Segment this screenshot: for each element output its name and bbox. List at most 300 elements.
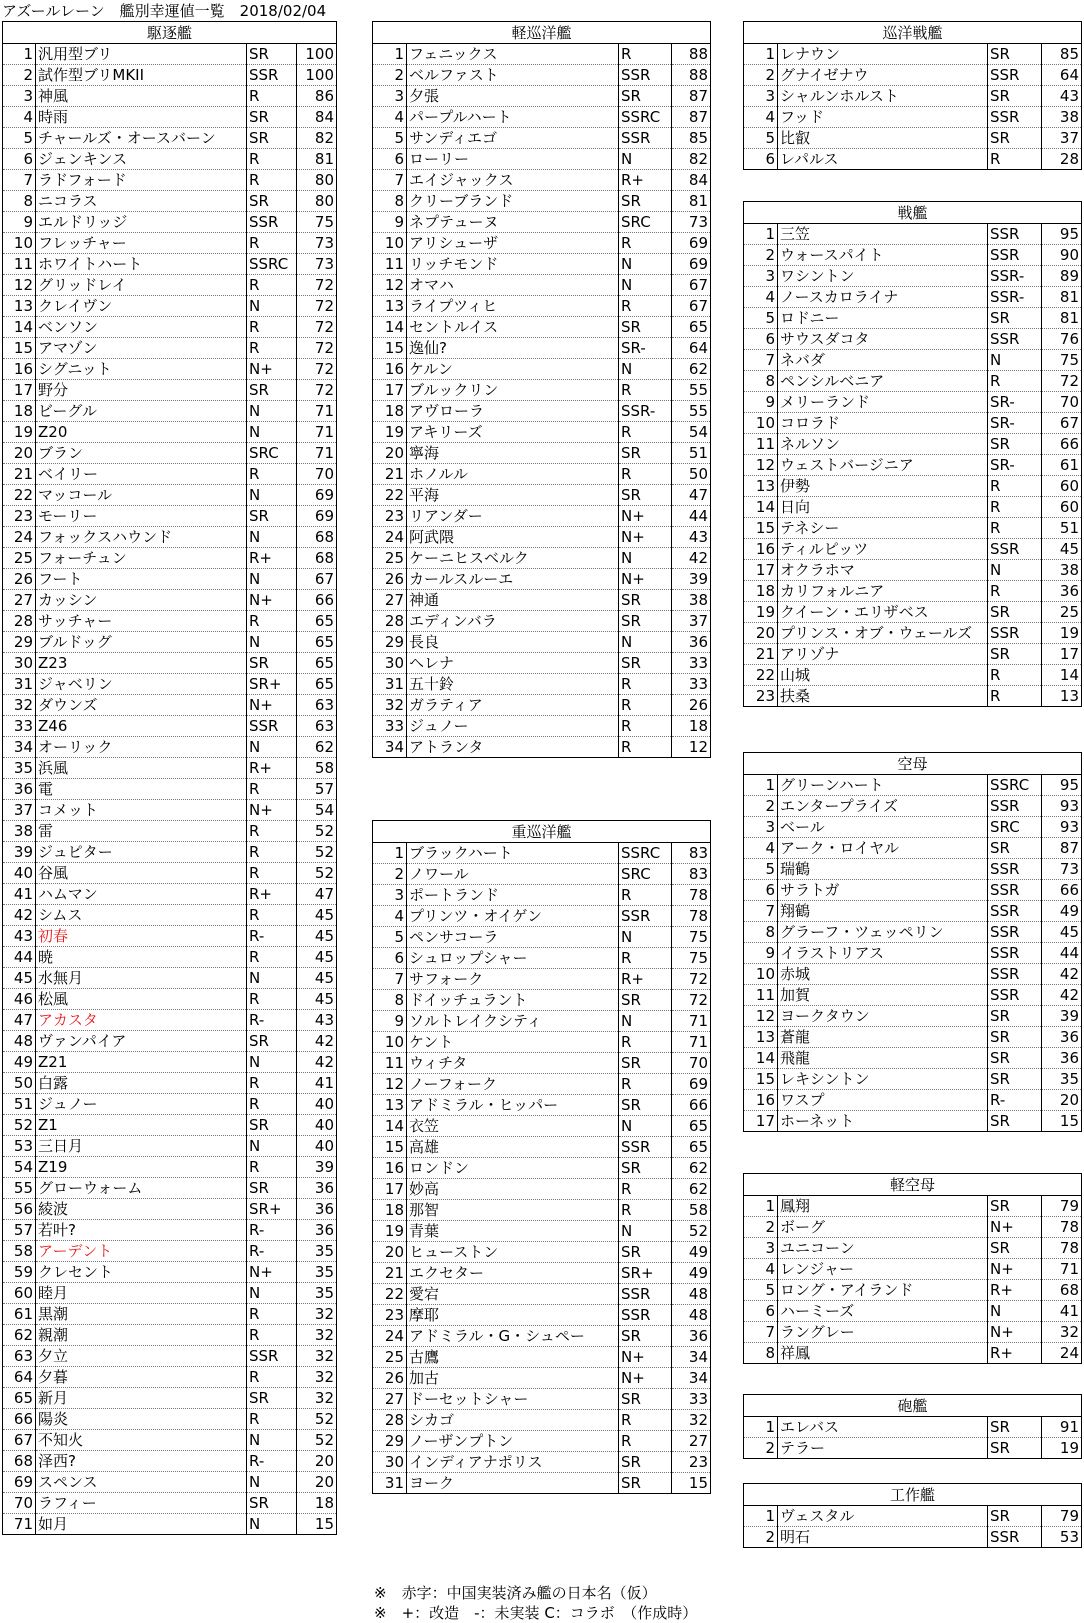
table-row <box>3 317 337 338</box>
ship-rarity: SR <box>619 317 672 338</box>
table-row <box>373 1305 711 1326</box>
ship-name: ブラン <box>36 443 247 464</box>
table-row <box>3 338 337 359</box>
ship-number: 7 <box>373 170 407 191</box>
ship-rarity: SSR <box>988 224 1042 245</box>
table-row <box>373 233 711 254</box>
ship-rarity: SRC <box>619 864 672 885</box>
ship-rarity: SR <box>619 1326 672 1347</box>
ship-number: 7 <box>373 969 407 990</box>
ship-luck: 54 <box>297 800 337 821</box>
ship-luck: 35 <box>297 1283 337 1304</box>
ship-rarity: R <box>247 233 297 254</box>
table-row <box>373 191 711 212</box>
ship-name: ハーミーズ <box>778 1301 988 1322</box>
ship-luck: 26 <box>672 695 711 716</box>
ship-number: 16 <box>3 359 36 380</box>
table-row <box>373 843 711 864</box>
ship-luck: 48 <box>672 1284 711 1305</box>
ship-name: ケルン <box>407 359 619 380</box>
ship-luck: 42 <box>672 548 711 569</box>
ship-rarity: N <box>619 1116 672 1137</box>
ship-luck: 44 <box>672 506 711 527</box>
table-row <box>744 1322 1082 1343</box>
ship-rarity: R- <box>247 1220 297 1241</box>
ship-name: ホワイトハート <box>36 254 247 275</box>
ship-number: 14 <box>3 317 36 338</box>
ship-luck: 34 <box>672 1368 711 1389</box>
table-row <box>744 686 1082 707</box>
ship-name: レキシントン <box>778 1069 988 1090</box>
ship-name: コメット <box>36 800 247 821</box>
ship-luck: 72 <box>297 380 337 401</box>
ship-rarity: SSR <box>988 859 1042 880</box>
table-row <box>744 560 1082 581</box>
table-row <box>373 1389 711 1410</box>
ship-number: 24 <box>373 527 407 548</box>
ship-number: 71 <box>3 1514 36 1535</box>
ship-rarity: N <box>247 1052 297 1073</box>
ship-luck: 68 <box>1042 1280 1082 1301</box>
table-row <box>744 1027 1082 1048</box>
ship-rarity: SSR <box>988 65 1042 86</box>
ship-rarity: SR <box>988 1417 1042 1438</box>
ship-luck: 68 <box>297 548 337 569</box>
table-row <box>3 422 337 443</box>
ship-name: ベンソン <box>36 317 247 338</box>
table-row <box>3 191 337 212</box>
ship-rarity: SR <box>988 1048 1042 1069</box>
ship-number: 2 <box>3 65 36 86</box>
ship-luck: 88 <box>672 44 711 65</box>
ship-rarity: N <box>619 359 672 380</box>
ship-rarity: SR <box>247 107 297 128</box>
ship-name: ポートランド <box>407 885 619 906</box>
ship-rarity: R <box>247 464 297 485</box>
ship-name: Z23 <box>36 653 247 674</box>
table-row <box>3 1052 337 1073</box>
table-row <box>373 548 711 569</box>
table-row <box>373 695 711 716</box>
table-row <box>3 107 337 128</box>
ship-luck: 25 <box>1042 602 1082 623</box>
ship-luck: 19 <box>1042 623 1082 644</box>
ship-rarity: N <box>988 560 1042 581</box>
ship-luck: 81 <box>297 149 337 170</box>
ship-name: 摩耶 <box>407 1305 619 1326</box>
ship-number: 2 <box>373 864 407 885</box>
ship-rarity: R+ <box>247 884 297 905</box>
ship-name: ニコラス <box>36 191 247 212</box>
ship-name: 鳳翔 <box>778 1196 988 1217</box>
ship-name: シカゴ <box>407 1410 619 1431</box>
ship-luck: 40 <box>297 1094 337 1115</box>
table-row <box>744 434 1082 455</box>
ship-number: 9 <box>373 212 407 233</box>
ship-luck: 85 <box>1042 44 1082 65</box>
ship-rarity: R <box>619 464 672 485</box>
ship-luck: 39 <box>672 569 711 590</box>
ship-name: 綾波 <box>36 1199 247 1220</box>
ship-name: グナイゼナウ <box>778 65 988 86</box>
table-row <box>3 296 337 317</box>
ship-name: 日向 <box>778 497 988 518</box>
table-row <box>3 254 337 275</box>
ship-name: ハムマン <box>36 884 247 905</box>
ship-name: ライプツィヒ <box>407 296 619 317</box>
ship-number: 10 <box>373 1032 407 1053</box>
ship-name: ノワール <box>407 864 619 885</box>
ship-number: 27 <box>373 1389 407 1410</box>
ship-number: 28 <box>373 1410 407 1431</box>
table-row <box>3 1115 337 1136</box>
ship-name: エイジャックス <box>407 170 619 191</box>
ship-luck: 75 <box>297 212 337 233</box>
ship-rarity: SSR <box>619 906 672 927</box>
table-row <box>744 308 1082 329</box>
table-row <box>373 1116 711 1137</box>
ship-luck: 51 <box>1042 518 1082 539</box>
ship-name: ヘレナ <box>407 653 619 674</box>
table-row <box>3 380 337 401</box>
ship-luck: 13 <box>1059 687 1080 705</box>
ship-rarity: SR <box>988 308 1042 329</box>
table-row <box>3 275 337 296</box>
table-row <box>744 922 1082 943</box>
ship-number: 29 <box>373 1431 407 1452</box>
ship-name: Z19 <box>36 1157 247 1178</box>
ship-name: 泽西? <box>36 1451 247 1472</box>
table-row <box>3 233 337 254</box>
table-row <box>744 107 1082 128</box>
ship-number: 39 <box>3 842 36 863</box>
ship-rarity: SR <box>619 990 672 1011</box>
ship-rarity: N <box>619 1011 672 1032</box>
table-row <box>3 1073 337 1094</box>
ship-rarity: N <box>988 350 1042 371</box>
ship-number: 2 <box>744 245 778 266</box>
ship-luck: 50 <box>672 464 711 485</box>
ship-number: 15 <box>373 338 407 359</box>
ship-name: エルドリッジ <box>36 212 247 233</box>
table-row <box>744 1048 1082 1069</box>
ship-luck: 43 <box>297 1010 337 1031</box>
table-row <box>3 800 337 821</box>
ship-rarity: SSRC <box>619 843 672 864</box>
ship-luck: 33 <box>672 653 711 674</box>
table-row <box>744 901 1082 922</box>
ship-luck: 76 <box>1042 329 1082 350</box>
ship-rarity: N <box>247 527 297 548</box>
ship-name: ホノルル <box>407 464 619 485</box>
ship-rarity: SR <box>988 1006 1042 1027</box>
ship-number: 19 <box>373 422 407 443</box>
table-row <box>744 1527 1082 1548</box>
ship-name: 寧海 <box>407 443 619 464</box>
ship-rarity: R+ <box>619 170 672 191</box>
ship-luck: 72 <box>297 317 337 338</box>
ship-luck: 72 <box>672 969 711 990</box>
ship-rarity: R <box>619 1032 672 1053</box>
ship-luck: 42 <box>297 1052 337 1073</box>
ship-name: 赤城 <box>778 964 988 985</box>
ship-luck: 38 <box>1042 560 1082 581</box>
ship-number: 63 <box>3 1346 36 1367</box>
table-row <box>744 1111 1082 1132</box>
table-row <box>373 1284 711 1305</box>
ship-name: グリッドレイ <box>36 275 247 296</box>
ship-number: 24 <box>373 1326 407 1347</box>
ship-rarity: SSR <box>988 943 1042 964</box>
table-row <box>373 948 711 969</box>
ship-luck: 73 <box>1042 859 1082 880</box>
ship-luck: 36 <box>297 1178 337 1199</box>
ship-rarity: N+ <box>619 569 672 590</box>
ship-luck: 71 <box>297 443 337 464</box>
ship-rarity: SR <box>247 191 297 212</box>
ship-luck: 28 <box>1059 150 1080 168</box>
ship-name: ドーセットシャー <box>407 1389 619 1410</box>
ship-luck: 100 <box>297 65 337 86</box>
ship-number: 4 <box>744 838 778 859</box>
table-row <box>373 422 711 443</box>
ship-luck: 65 <box>297 653 337 674</box>
ship-rarity: N+ <box>247 800 297 821</box>
ship-number: 66 <box>3 1409 36 1430</box>
ship-luck: 40 <box>297 1115 337 1136</box>
ship-number: 6 <box>744 1301 778 1322</box>
ship-luck: 32 <box>672 1410 711 1431</box>
table-row <box>3 1430 337 1451</box>
table-row <box>3 716 337 737</box>
table-row <box>744 392 1082 413</box>
ship-number: 30 <box>3 653 36 674</box>
ship-luck: 32 <box>297 1346 337 1367</box>
ship-rarity: R <box>988 149 1042 170</box>
table-row <box>3 1199 337 1220</box>
ship-name: ガラティア <box>407 695 619 716</box>
ship-luck: 32 <box>297 1388 337 1409</box>
ship-luck: 32 <box>297 1325 337 1346</box>
ship-name: 時雨 <box>36 107 247 128</box>
ship-name: ラングレー <box>778 1322 988 1343</box>
ship-rarity: SR- <box>988 392 1042 413</box>
ship-rarity: SR <box>619 1053 672 1074</box>
ship-number: 33 <box>3 716 36 737</box>
ship-rarity: R <box>988 665 1042 686</box>
ship-luck: 66 <box>672 1095 711 1116</box>
ship-number: 49 <box>3 1052 36 1073</box>
ship-rarity: R <box>988 581 1042 602</box>
ship-number: 11 <box>744 985 778 1006</box>
ship-rarity: N+ <box>988 1322 1042 1343</box>
table-row <box>744 329 1082 350</box>
ship-luck: 36 <box>1042 581 1082 602</box>
table-row <box>744 44 1082 65</box>
ship-luck: 71 <box>672 1032 711 1053</box>
ship-number: 23 <box>373 1305 407 1326</box>
table-row <box>3 464 337 485</box>
ship-luck: 65 <box>672 317 711 338</box>
ship-name: ネプテューヌ <box>407 212 619 233</box>
ship-number: 17 <box>744 1111 778 1132</box>
ship-luck: 72 <box>297 359 337 380</box>
ship-name: テネシー <box>778 518 988 539</box>
ship-number: 1 <box>744 224 778 245</box>
table-row <box>373 990 711 1011</box>
table-row <box>744 1238 1082 1259</box>
table-row <box>373 1200 711 1221</box>
table-row <box>3 1409 337 1430</box>
table-row <box>744 287 1082 308</box>
table-row <box>3 1367 337 1388</box>
table-row <box>373 86 711 107</box>
ship-rarity: R <box>619 1179 672 1200</box>
ship-name: 三笠 <box>778 224 988 245</box>
ship-luck: 27 <box>672 1431 711 1452</box>
table-battlecruisers <box>743 21 1082 170</box>
ship-luck: 53 <box>1059 1528 1080 1546</box>
ship-name: レナウン <box>778 44 988 65</box>
ship-name: 野分 <box>36 380 247 401</box>
ship-number: 3 <box>744 817 778 838</box>
table-row <box>744 602 1082 623</box>
ship-number: 21 <box>3 464 36 485</box>
table-row <box>373 44 711 65</box>
ship-number: 62 <box>3 1325 36 1346</box>
ship-number: 52 <box>3 1115 36 1136</box>
table-row <box>373 1410 711 1431</box>
ship-number: 8 <box>744 922 778 943</box>
ship-luck: 70 <box>672 1053 711 1074</box>
ship-name: レンジャー <box>778 1259 988 1280</box>
ship-rarity: R <box>988 518 1042 539</box>
ship-name: 逸仙? <box>407 338 619 359</box>
ship-name: フッド <box>778 107 988 128</box>
ship-rarity: SR- <box>988 413 1042 434</box>
ship-luck: 95 <box>1042 224 1082 245</box>
ship-number: 36 <box>3 779 36 800</box>
table-row <box>373 149 711 170</box>
ship-name: シュロップシャー <box>407 948 619 969</box>
ship-number: 1 <box>373 843 407 864</box>
ship-number: 50 <box>3 1073 36 1094</box>
ship-rarity: R <box>247 170 297 191</box>
ship-name: ブルックリン <box>407 380 619 401</box>
table-row <box>3 1241 337 1262</box>
table-row <box>3 1346 337 1367</box>
ship-number: 5 <box>3 128 36 149</box>
ship-number: 1 <box>3 44 36 65</box>
ship-name: クレイヴン <box>36 296 247 317</box>
ship-luck: 35 <box>297 1262 337 1283</box>
table-battleships <box>743 201 1082 707</box>
ship-number: 6 <box>3 149 36 170</box>
ship-rarity: R <box>247 317 297 338</box>
ship-name: 夕張 <box>407 86 619 107</box>
ship-rarity: N <box>247 1472 297 1493</box>
ship-rarity: SR- <box>619 338 672 359</box>
ship-luck: 33 <box>672 1389 711 1410</box>
table-row <box>3 1157 337 1178</box>
ship-luck: 71 <box>297 401 337 422</box>
table-row <box>744 943 1082 964</box>
ship-number: 70 <box>3 1493 36 1514</box>
table-row <box>3 1472 337 1493</box>
ship-rarity: R+ <box>988 1343 1042 1364</box>
ship-rarity: SR <box>619 86 672 107</box>
table-row <box>373 1032 711 1053</box>
ship-luck: 75 <box>1042 350 1082 371</box>
ship-number: 28 <box>3 611 36 632</box>
table-row <box>3 947 337 968</box>
ship-name: ジュピター <box>36 842 247 863</box>
table-row <box>3 989 337 1010</box>
ship-name: グリーンハート <box>778 775 988 796</box>
ship-name: 加古 <box>407 1368 619 1389</box>
ship-luck: 55 <box>672 380 711 401</box>
ship-rarity: SSRC <box>619 107 672 128</box>
ship-name: ヴェスタル <box>778 1506 988 1527</box>
ship-number: 67 <box>3 1430 36 1451</box>
ship-rarity: SR <box>988 602 1042 623</box>
ship-rarity: SR <box>988 1438 1042 1459</box>
ship-number: 2 <box>744 65 778 86</box>
ship-number: 15 <box>3 338 36 359</box>
ship-rarity: R <box>247 989 297 1010</box>
ship-number: 57 <box>3 1220 36 1241</box>
ship-name: 水無月 <box>36 968 247 989</box>
ship-number: 6 <box>744 329 778 350</box>
ship-luck: 69 <box>672 254 711 275</box>
ship-number: 1 <box>373 44 407 65</box>
ship-number: 12 <box>744 1006 778 1027</box>
ship-number: 20 <box>744 623 778 644</box>
table-row <box>744 539 1082 560</box>
table-row <box>3 1325 337 1346</box>
ship-luck: 66 <box>1042 434 1082 455</box>
ship-name: Z21 <box>36 1052 247 1073</box>
ship-number: 31 <box>3 674 36 695</box>
ship-number: 5 <box>373 128 407 149</box>
ship-luck: 66 <box>297 590 337 611</box>
table-row <box>3 485 337 506</box>
ship-rarity: SSR <box>988 107 1042 128</box>
ship-luck: 42 <box>297 1031 337 1052</box>
ship-number: 14 <box>373 317 407 338</box>
ship-rarity: SSR <box>988 922 1042 943</box>
ship-name: フレッチャー <box>36 233 247 254</box>
table-row <box>744 1069 1082 1090</box>
ship-rarity: R <box>247 611 297 632</box>
table-aircraft-carriers <box>743 752 1082 1132</box>
ship-rarity: R <box>619 1074 672 1095</box>
ship-number: 11 <box>744 434 778 455</box>
ship-name: ジュノー <box>407 716 619 737</box>
ship-luck: 18 <box>672 716 711 737</box>
ship-luck: 55 <box>672 401 711 422</box>
ship-name: 平海 <box>407 485 619 506</box>
ship-name: ロンドン <box>407 1158 619 1179</box>
ship-name: ドイッチュラント <box>407 990 619 1011</box>
ship-name: ティルピッツ <box>778 539 988 560</box>
ship-number: 40 <box>3 863 36 884</box>
ship-name: Z46 <box>36 716 247 737</box>
ship-name: シグニット <box>36 359 247 380</box>
ship-luck: 18 <box>297 1493 337 1514</box>
table-row <box>3 86 337 107</box>
ship-number: 35 <box>3 758 36 779</box>
